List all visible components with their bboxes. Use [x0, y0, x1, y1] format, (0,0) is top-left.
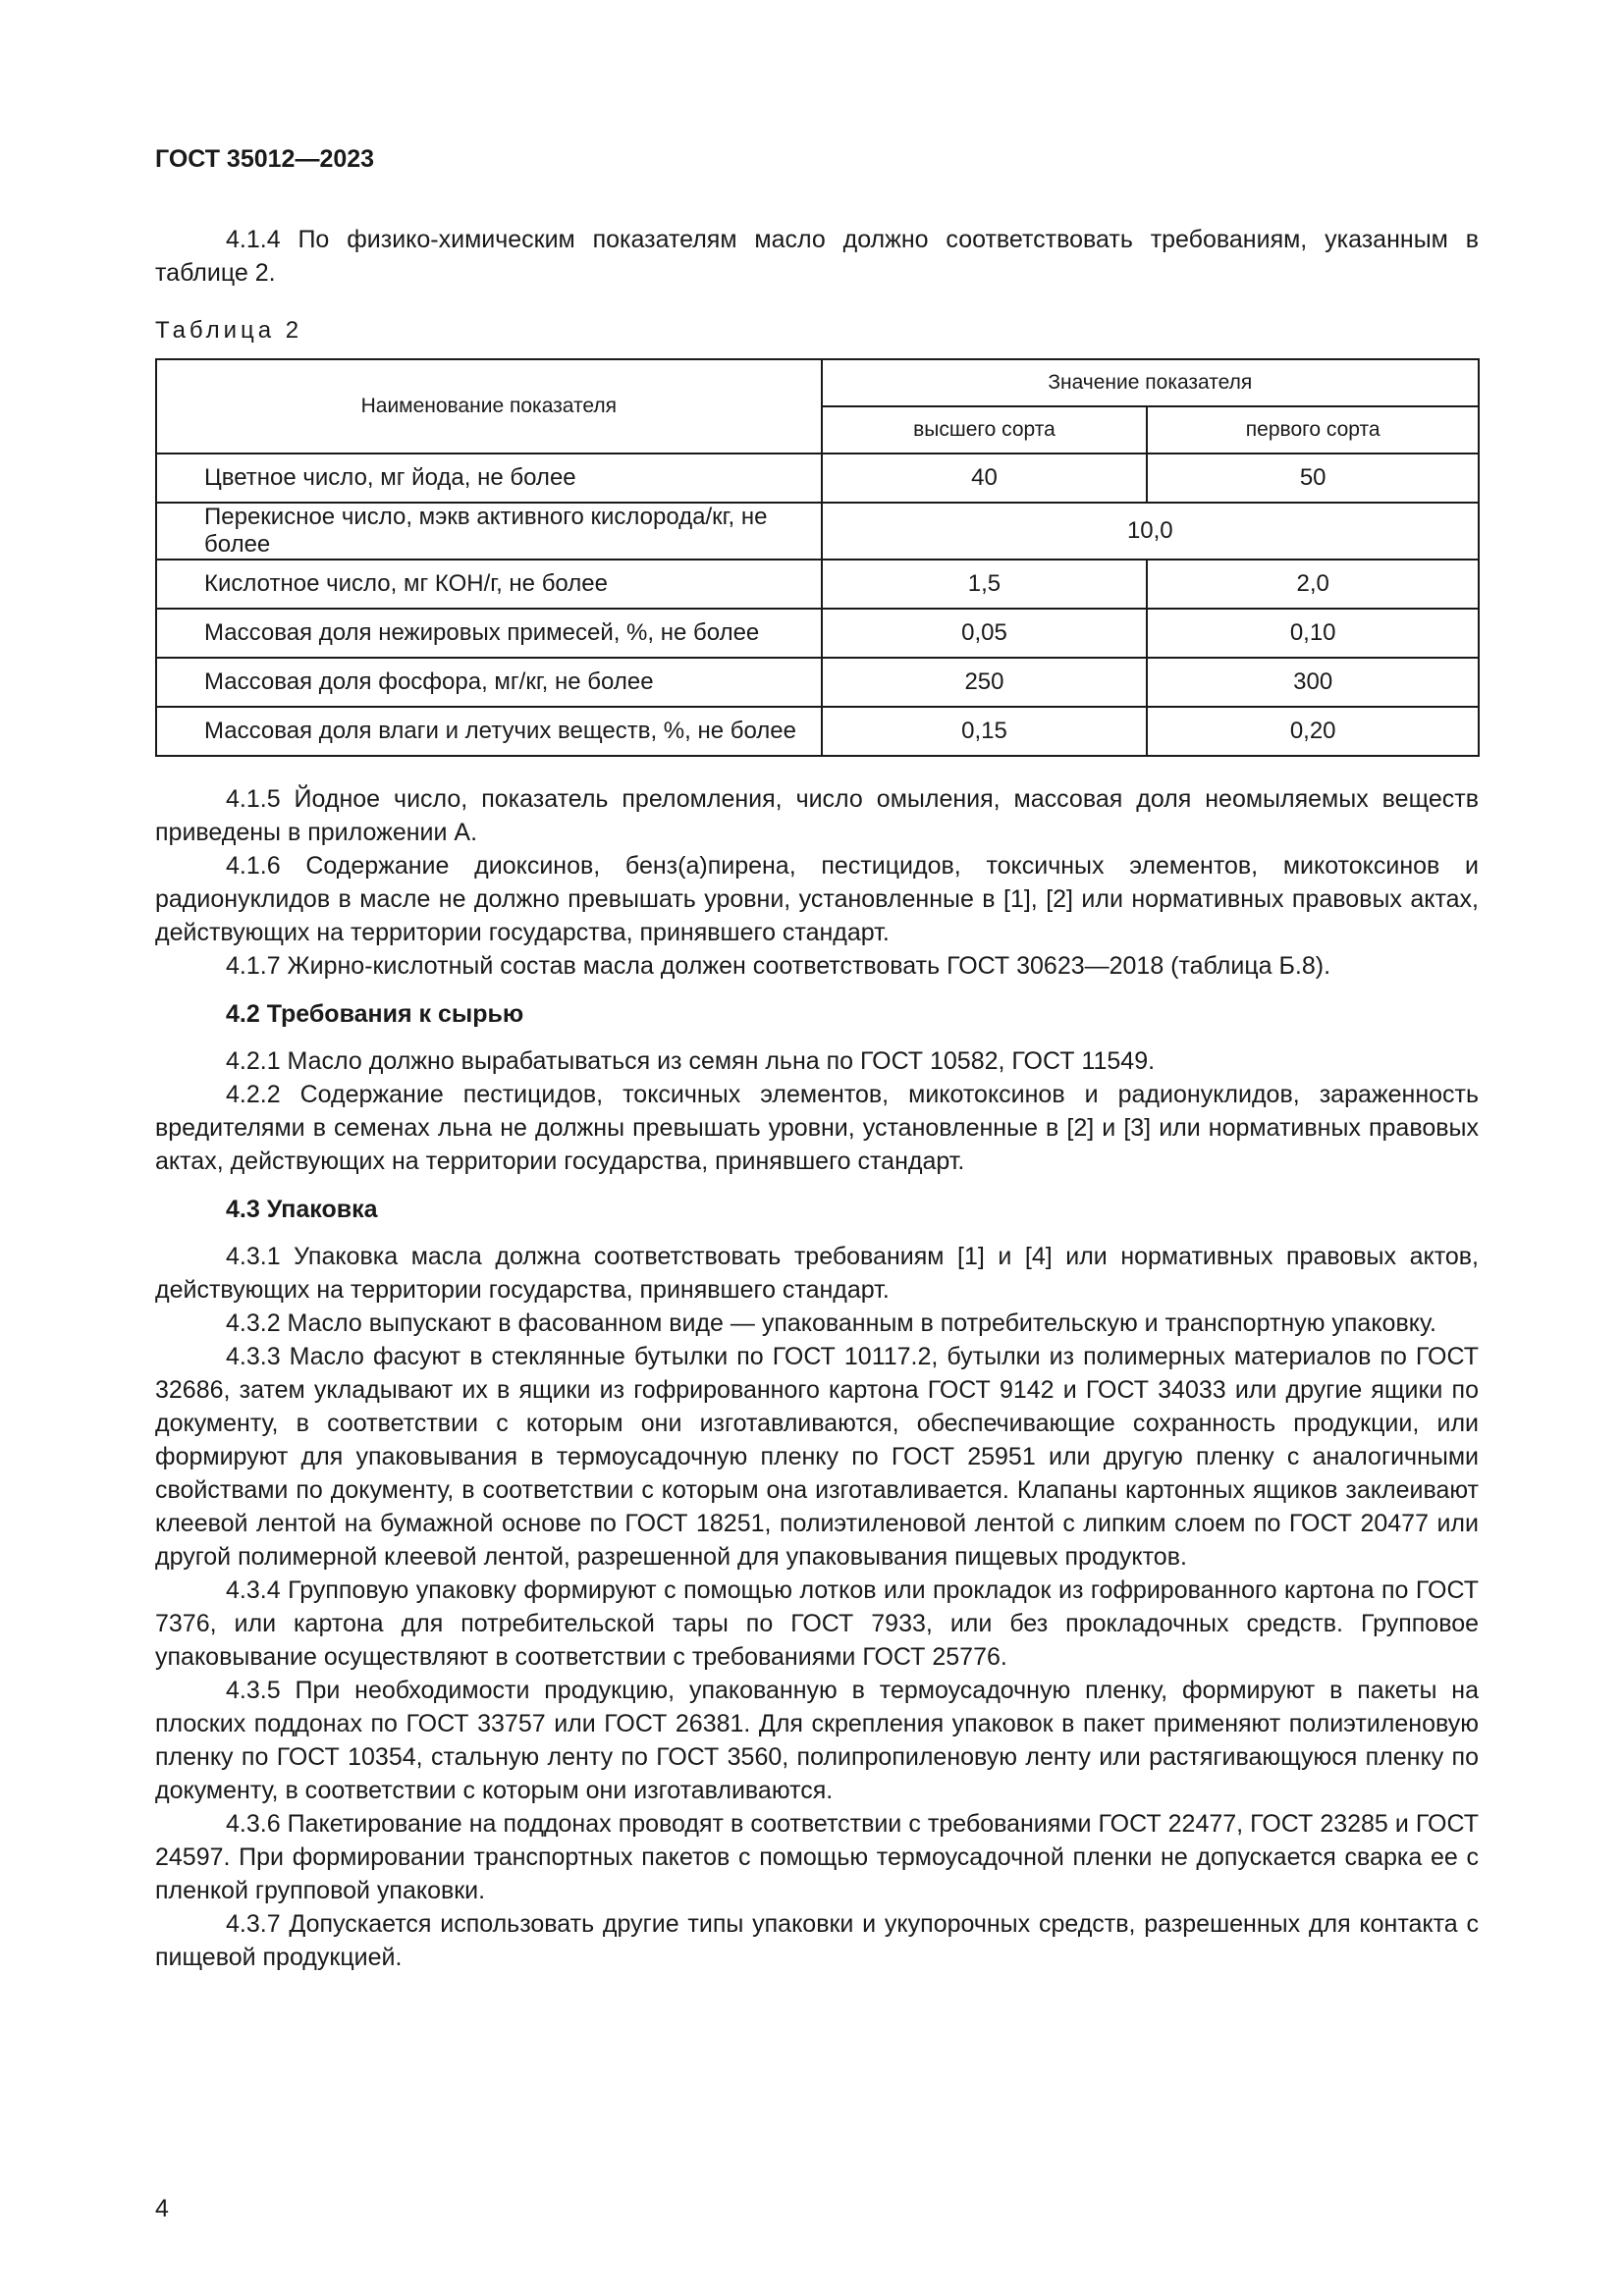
table-caption: Таблица 2 — [155, 317, 303, 344]
document-page — [155, 145, 1479, 1974]
paragraph-4-1-6: 4.1.6 Содержание диоксинов, бенз(а)пирена, пестицидов, токсичных элементов, микотоксинов и радионуклидов в масле не должно превышать уровни, установленные в [1], [2] или нормативных правовых актах, действующих на территории государства, принявшего стандарт. — [155, 852, 1479, 946]
table-row — [156, 454, 1479, 503]
row-value-first: 300 — [1147, 658, 1479, 707]
row-value-first: 0,10 — [1147, 609, 1479, 658]
indicators-table — [155, 358, 1480, 757]
paragraph-4-2-1: 4.2.1 Масло должно вырабатываться из семян льна по ГОСТ 10582, ГОСТ 11549. — [226, 1047, 1156, 1075]
table-header-name: Наименование показателя — [156, 359, 822, 454]
row-value-first: 50 — [1147, 454, 1479, 503]
table-header-value-group: Значение показателя — [822, 359, 1479, 406]
row-value-high: 250 — [822, 658, 1148, 707]
table-row — [156, 560, 1479, 609]
row-value-high: 0,15 — [822, 707, 1148, 756]
paragraph-4-3-2: 4.3.2 Масло выпускают в фасованном виде — упакованным в потребительскую и транспортную упаковку. — [226, 1309, 1436, 1337]
paragraph-4-2-2: 4.2.2 Содержание пестицидов, токсичных элементов, микотоксинов и радионуклидов, зараженность вредителями в семенах льна не должны превышать уровни, установленные в [2] и [3] или нормативных правовых актах, действующих на территории государства, принявшего стандарт. — [155, 1081, 1479, 1175]
section-heading-4-2: 4.2 Требования к сырью — [226, 1000, 524, 1028]
row-name: Перекисное число, мэкв активного кислорода/кг, не более — [156, 503, 822, 560]
paragraph-4-3-3: 4.3.3 Масло фасуют в стеклянные бутылки по ГОСТ 10117.2, бутылки из полимерных материалов по ГОСТ 32686, затем укладывают их в ящики из гофрированного картона ГОСТ 9142 и ГОСТ 34033 или другие ящики по документу, в соответствии с которым они изготавливаются, обеспечивающие сохранность продукции, или формируют для упаковывания в термоусадочную пленку по ГОСТ 25951 или другую пленку с аналогичными свойствами по документу, в соответствии с которым она изготавливается. Клапаны картонных ящиков заклеивают клеевой лентой на бумажной основе по ГОСТ 18251, полиэтиленовой лентой с липким слоем по ГОСТ 20477 или другой полимерной клеевой лентой, разрешенной для упаковывания пищевых продуктов. — [155, 1343, 1479, 1571]
row-name: Массовая доля нежировых примесей, %, не более — [156, 609, 822, 658]
page-number: 4 — [155, 2195, 169, 2222]
row-name: Массовая доля фосфора, мг/кг, не более — [156, 658, 822, 707]
row-name: Массовая доля влаги и летучих веществ, %, не более — [156, 707, 822, 756]
row-value-high: 1,5 — [822, 560, 1148, 609]
row-value-first: 2,0 — [1147, 560, 1479, 609]
table-row — [156, 609, 1479, 658]
document-id-header: ГОСТ 35012—2023 — [155, 145, 375, 173]
paragraph-4-3-7: 4.3.7 Допускается использовать другие типы упаковки и укупорочных средств, разрешенных для контакта с пищевой продукцией. — [155, 1910, 1479, 1971]
paragraph-4-1-7: 4.1.7 Жирно-кислотный состав масла должен соответствовать ГОСТ 30623—2018 (таблица Б.8). — [226, 952, 1331, 980]
section-heading-4-3: 4.3 Упаковка — [226, 1196, 378, 1223]
table-row — [156, 658, 1479, 707]
paragraph-4-3-1: 4.3.1 Упаковка масла должна соответствовать требованиям [1] и [4] или нормативных правовых актов, действующих на территории государства, принявшего стандарт. — [155, 1243, 1479, 1304]
table-header-grade-first: первого сорта — [1147, 406, 1479, 454]
paragraph-4-3-6: 4.3.6 Пакетирование на поддонах проводят в соответствии с требованиями ГОСТ 22477, ГОСТ 23285 и ГОСТ 24597. При формировании транспортных пакетов с помощью термоусадочной пленки не допускается сварка ее с пленкой групповой упаковки. — [155, 1810, 1479, 1904]
paragraph-4-1-5: 4.1.5 Йодное число, показатель преломления, число омыления, массовая доля неомыляемых веществ приведены в приложении А. — [155, 785, 1479, 846]
paragraph-4-3-5: 4.3.5 При необходимости продукцию, упакованную в термоусадочную пленку, формируют в пакеты на плоских поддонах по ГОСТ 33757 или ГОСТ 26381. Для скрепления упаковок в пакет применяют полиэтиленовую пленку по ГОСТ 10354, стальную ленту по ГОСТ 3560, полипропиленовую ленту или растягивающуюся пленку по документу, в соответствии с которым они изготавливаются. — [155, 1677, 1479, 1804]
paragraph-4-3-4: 4.3.4 Групповую упаковку формируют с помощью лотков или прокладок из гофрированного картона по ГОСТ 7376, или картона для потребительской тары по ГОСТ 7933, или без прокладочных средств. Групповое упаковывание осуществляют в соответствии с требованиями ГОСТ 25776. — [155, 1576, 1479, 1671]
row-value-merged: 10,0 — [822, 503, 1479, 560]
table-row — [156, 707, 1479, 756]
row-name: Кислотное число, мг КОН/г, не более — [156, 560, 822, 609]
row-value-high: 40 — [822, 454, 1148, 503]
row-value-high: 0,05 — [822, 609, 1148, 658]
table-header-grade-high: высшего сорта — [822, 406, 1148, 454]
row-name: Цветное число, мг йода, не более — [156, 454, 822, 503]
row-value-first: 0,20 — [1147, 707, 1479, 756]
paragraph-4-1-4: 4.1.4 По физико-химическим показателям масло должно соответствовать требованиям, указанным в таблице 2. — [155, 226, 1479, 287]
table-row — [156, 503, 1479, 560]
